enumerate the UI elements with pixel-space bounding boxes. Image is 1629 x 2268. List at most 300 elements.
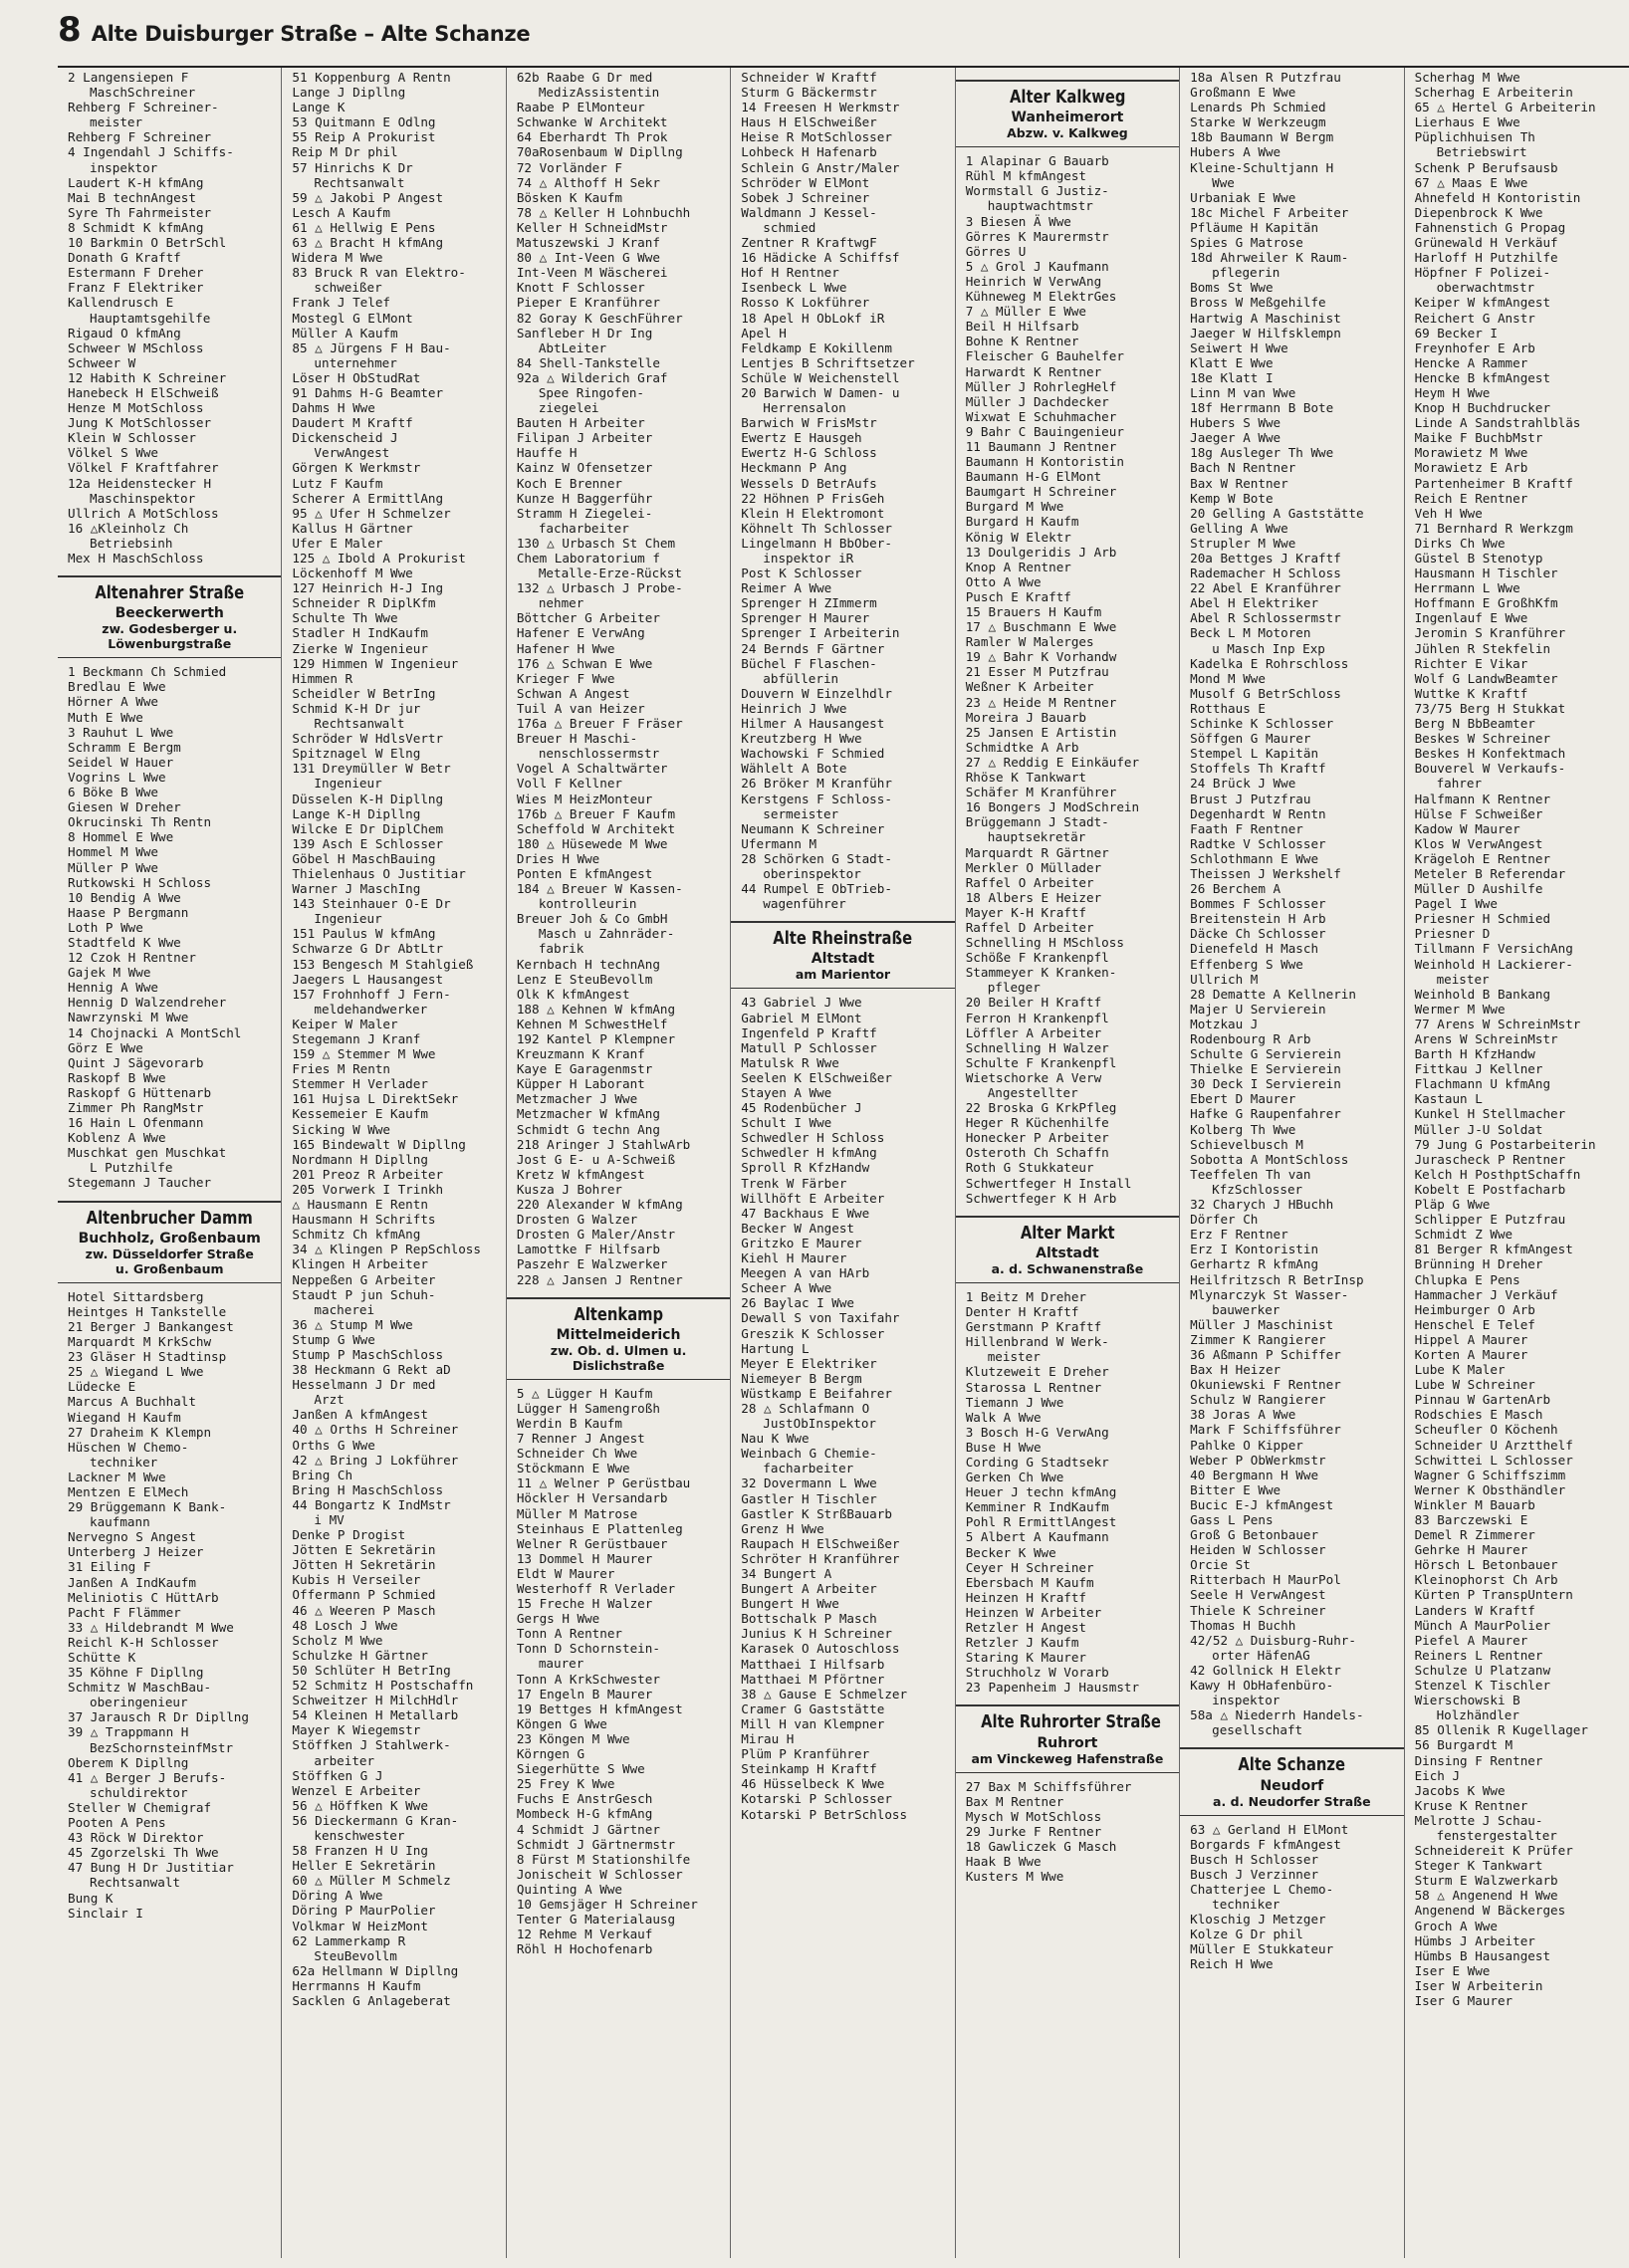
resident-entry: Reich E Rentner [1414,490,1528,506]
entry-continuation: schmied [763,219,816,235]
resident-entry: 24 Bernds F Gärtner [741,640,885,656]
entry-continuation: bauwerker [1212,1301,1280,1317]
resident-entry: Kreutzberg H Wwe [741,731,862,747]
resident-entry: Scherhag M Wwe [1414,70,1520,85]
resident-entry: 20a Bettges J Kraftf [1190,551,1341,566]
resident-entry: Moreira J Bauarb [965,709,1087,725]
resident-entry: 48 Losch J Wwe [292,1617,398,1633]
resident-entry: Reiners L Rentner [1414,1647,1543,1663]
street-name: Alter Kalkweg [1009,87,1126,108]
resident-entry: Püplichhuisen Th [1414,129,1535,145]
resident-entry: Mombeck H-G kfmAng [516,1806,653,1822]
resident-entry: Matulsk R Wwe [741,1054,839,1070]
resident-entry: Bungert H Wwe [741,1596,839,1612]
resident-entry: Stegemann J Taucher [68,1175,212,1191]
resident-entry: Rehberg F Schreiner [68,129,212,145]
resident-entry: Metzmacher J Wwe [516,1091,638,1107]
resident-entry: Bredlau E Wwe [68,679,166,695]
resident-entry: 44 Bongartz K IndMstr [292,1496,451,1512]
resident-entry: Daudert M Kraftf [292,415,413,431]
resident-entry: Kürten P TranspUntern [1414,1587,1573,1603]
resident-entry: 16 Hädicke A Schiffsf [741,250,900,266]
resident-entry: Stayen A Wwe [741,1085,832,1100]
resident-entry: Bauten H Arbeiter [516,415,645,431]
resident-entry: 27 Bax M Schiffsführer [965,1778,1132,1794]
resident-entry: Burgard M Wwe [965,499,1064,515]
resident-entry: Erz F Rentner [1190,1227,1288,1243]
resident-entry: 52 Schmitz H Postschaffn [292,1678,474,1694]
resident-entry: Abel R Schlossermstr [1190,610,1341,626]
resident-entry: Hörsch L Betonbauer [1414,1557,1558,1573]
resident-entry: Lierhaus E Wwe [1414,114,1520,130]
resident-entry: Müller J Maschinist [1190,1316,1334,1332]
entry-continuation: u Masch Inp Exp [1212,640,1325,656]
resident-entry: 67 △ Maas E Wwe [1414,174,1528,190]
resident-entry: Zimmer Ph RangMstr [68,1100,204,1115]
resident-entry: Zierke W Ingenieur [292,640,428,656]
resident-entry: 192 Kantel P Klempner [516,1031,676,1046]
resident-entry: Pacht F Flämmer [68,1604,181,1620]
resident-entry: Loth P Wwe [68,919,143,935]
resident-entry: Ebert D Maurer [1190,1091,1296,1107]
resident-entry: Schulte G Servierein [1190,1046,1341,1062]
resident-entry: 10 Barkmin O BetrSchl [68,235,227,251]
resident-entry: 14 Chojnacki A MontSchl [68,1024,242,1040]
resident-entry: 26 Baylac I Wwe [741,1295,855,1311]
resident-entry: Bax H Heizer [1190,1362,1281,1378]
resident-entry: 12 Habith K Schreiner [68,369,227,385]
resident-entry: Stammeyer K Kranken- [965,965,1117,981]
directory-column-3 [507,68,731,2258]
resident-entry: Berg N BbBeamter [1414,716,1535,732]
resident-entry: Stöckmann E Wwe [516,1461,630,1476]
resident-entry: Kadelka E Rohrschloss [1190,655,1349,671]
resident-entry: Dörfer Ch [1190,1212,1259,1228]
resident-entry: Ewertz H-G Schloss [741,445,877,461]
resident-entry: Löser H ObStudRat [292,369,421,385]
resident-entry: Mostegl G ElMont [292,310,413,326]
resident-entry: 34 △ Klingen P RepSchloss [292,1242,481,1257]
resident-entry: Wenzel E Arbeiter [292,1782,421,1798]
resident-entry: Haak B Wwe [965,1854,1042,1870]
resident-entry: Tenter G Materialausg [516,1912,676,1928]
resident-entry: Henze M MotSchloss [68,400,204,416]
resident-entry: 157 Frohnhoff J Fern- [292,986,451,1002]
resident-entry: Sprenger H Maurer [741,610,870,626]
resident-entry: 184 △ Breuer W Kassen- [516,881,683,897]
resident-entry: 218 Aringer J StahlwArb [516,1136,691,1152]
resident-entry: Faath F Rentner [1190,820,1303,836]
resident-entry: Völkel F Kraftfahrer [68,460,219,476]
resident-entry: Meyer E Elektriker [741,1355,877,1371]
resident-entry: Kusza J Bohrer [516,1181,622,1197]
resident-entry: 12 Rehme M Verkauf [516,1927,653,1942]
resident-entry: 95 △ Ufer H Schmelzer [292,505,451,521]
resident-entry: 18b Baumann W Bergm [1190,129,1334,145]
resident-entry: Muschkat gen Muschkat [68,1145,227,1161]
resident-entry: Feldkamp E Kokillenm [741,340,892,355]
resident-entry: Heimburger O Arb [1414,1301,1535,1317]
resident-entry: 83 Bruck R van Elektro- [292,265,466,281]
resident-entry: Estermann F Dreher [68,265,204,281]
resident-entry: Schneider R DiplKfm [292,595,436,611]
resident-entry: Wolf G LandwBeamter [1414,670,1558,686]
resident-entry: Sicking W Wwe [292,1121,390,1137]
resident-entry: Stegemann J Kranf [292,1031,421,1046]
resident-entry: Jaegers L Hausangest [292,971,444,987]
resident-entry: Gelling A Wwe [1190,520,1288,536]
resident-entry: Kobelt E Postfacharb [1414,1181,1566,1197]
resident-entry: Harloff H Putzhilfe [1414,250,1558,266]
resident-entry: Ingenfeld P Kraftf [741,1024,877,1040]
resident-entry: Retzler H Angest [965,1620,1087,1635]
resident-entry: Krägeloh E Rentner [1414,850,1551,866]
resident-entry: Schwanke W Architekt [516,114,668,130]
resident-entry: Piefel A Maurer [1414,1632,1528,1648]
resident-entry: Rühl M kfmAngest [965,168,1087,184]
resident-entry: 51 Koppenburg A Rentn [292,70,451,85]
resident-entry: Winkler M Bauarb [1414,1496,1535,1512]
resident-entry: Nau K Wwe [741,1431,810,1447]
resident-entry: Chem Laboratorium f [516,551,660,566]
resident-entry: Schulzke H Gärtner [292,1647,428,1663]
resident-entry: Keiper W Maler [292,1016,398,1031]
resident-entry: Olk K kfmAngest [516,986,630,1002]
resident-entry: 84 Shell-Tankstelle [516,354,660,370]
street-location-note: a. d. Neudorfer Straße [1213,1793,1371,1809]
resident-entry: Gastler K StrßBauarb [741,1505,892,1521]
resident-entry: Hanebeck H ElSchweiß [68,384,219,400]
resident-entry: 54 Kleinen H Metallarb [292,1707,459,1723]
resident-entry: Hafener H Wwe [516,640,615,656]
resident-entry: Klos W VerwAngest [1414,835,1543,851]
entry-continuation: Spee Ringofen- [538,384,644,400]
resident-entry: Eldt W Maurer [516,1565,615,1581]
resident-entry: Dewall S von Taxifahr [741,1310,900,1326]
resident-entry: Franz F Elektriker [68,280,204,296]
street-heading [507,1297,730,1380]
resident-entry: Schöße F Krankenpfl [965,950,1109,966]
entry-continuation: AbtLeiter [538,340,607,355]
resident-entry: Sinclair I [68,1905,143,1921]
resident-entry: Schwedler H kfmAng [741,1145,877,1161]
resident-entry: Seiwert H Wwe [1190,340,1288,355]
street-name: Alter Markt [1020,1222,1115,1244]
resident-entry: Göbel H MaschBauing [292,850,436,866]
resident-entry: Oberem K Dipllng [68,1754,189,1770]
resident-entry: Linde A Sandstrahlbläs [1414,415,1581,431]
resident-entry: Pooten A Pens [68,1815,166,1831]
resident-entry: Hartung L [741,1340,810,1356]
resident-entry: 29 Brüggemann K Bank- [68,1499,227,1515]
resident-entry: Lutz F Kaufm [292,475,383,491]
resident-entry: 53 Quitmann E Odlng [292,114,436,130]
resident-entry: 180 △ Hüsewede M Wwe [516,835,668,851]
resident-entry: Küpper H Laborant [516,1076,645,1092]
resident-entry: Wies M HeizMonteur [516,791,653,806]
resident-entry: 58 △ Angenend H Wwe [1414,1888,1558,1904]
resident-entry: Giesen W Dreher [68,799,181,815]
resident-entry: Kreuzmann K Kranf [516,1046,645,1062]
resident-entry: 23 Papenheim J Hausmstr [965,1680,1140,1696]
resident-entry: Orths G Wwe [292,1437,375,1453]
street-name: Altenahrer Straße [95,582,245,604]
resident-entry: 1 Alapinar G Bauarb [965,153,1109,169]
resident-entry: 5 △ Lügger H Kaufm [516,1385,653,1401]
resident-entry: Schulte Th Wwe [292,610,398,626]
entry-continuation: unternehmer [314,354,397,370]
resident-entry: Bouverel W Verkaufs- [1414,761,1566,777]
resident-entry: Großmann E Wwe [1190,85,1296,101]
street-location-note: am Vinckeweg Hafenstraße [971,1750,1164,1766]
entry-continuation: Betriebswirt [1436,144,1527,160]
resident-entry: Tuil A van Heizer [516,700,645,716]
resident-entry: Karasek O Autoschloss [741,1641,900,1657]
resident-entry: 25 △ Wiegand L Wwe [68,1364,204,1380]
resident-entry: Ufer E Maler [292,535,383,551]
resident-entry: Stöffken G J [292,1767,383,1783]
resident-entry: Klutzeweit E Dreher [965,1364,1109,1380]
resident-entry: Iser G Maurer [1414,1993,1513,2008]
resident-entry: Werner K Obsthändler [1414,1481,1566,1497]
resident-entry: Korten A Maurer [1414,1346,1528,1362]
resident-entry: Kallus H Gärtner [292,520,413,536]
entry-continuation: oberwachtmstr [1436,280,1535,296]
resident-entry: Unterberg J Heizer [68,1544,204,1560]
resident-entry: Staring K Maurer [965,1650,1087,1666]
resident-entry: Apel H [741,325,787,340]
street-location-note: Löwenburgstraße [108,636,232,652]
resident-entry: Bucic E-J kfmAngest [1190,1496,1334,1512]
resident-entry: Strupler M Wwe [1190,535,1296,551]
resident-entry: Schüle W Weichenstell [741,369,900,385]
resident-entry: 28 Schörken G Stadt- [741,850,892,866]
resident-entry: Neppeßen G Arbeiter [292,1271,436,1287]
resident-entry: Spies G Matrose [1190,235,1303,251]
resident-entry: Jaeger W Hilfsklempn [1190,325,1341,340]
resident-entry: Lenards Ph Schmied [1190,100,1326,115]
resident-entry: Nervegno S Angest [68,1529,196,1545]
resident-entry: 176 △ Schwan E Wwe [516,655,653,671]
resident-entry: Schramm E Bergm [68,739,181,755]
resident-entry: Hafke G Raupenfahrer [1190,1106,1341,1122]
resident-entry: Heilfritzsch R BetrInsp [1190,1271,1364,1287]
street-name: Alte Schanze [1238,1754,1346,1776]
resident-entry: Werdin B Kaufm [516,1415,622,1431]
resident-entry: Boms St Wwe [1190,280,1274,296]
resident-entry: Douvern W Einzelhdlr [741,685,892,701]
entry-continuation: kenschwester [314,1827,405,1843]
resident-entry: Lube W Schreiner [1414,1377,1535,1393]
resident-entry: Junius K H Schreiner [741,1626,892,1642]
page-number: 8 [58,10,82,50]
resident-entry: 73/75 Berg H Stukkat [1414,700,1566,716]
resident-entry: Jötten H Sekretärin [292,1557,436,1573]
resident-entry: Schwittei L Schlosser [1414,1452,1573,1468]
street-location-note: Dislichstraße [572,1357,665,1373]
resident-entry: Görz E Wwe [68,1039,143,1055]
resident-entry: 10 Bendig A Wwe [68,889,181,905]
resident-entry: Koch E Brenner [516,475,622,491]
resident-entry: Scheffold W Architekt [516,820,676,836]
resident-entry: 2 Langensiepen F [68,70,189,85]
resident-entry: Kainz W Ofensetzer [516,460,653,476]
resident-entry: Denke P Drogist [292,1527,406,1543]
resident-entry: 57 Hinrichs K Dr [292,159,413,175]
resident-entry: 20 Gelling A Gaststätte [1190,505,1364,521]
resident-entry: 34 Bungert A [741,1566,832,1581]
resident-entry: Schmitz Ch kfmAng [292,1227,421,1243]
entry-continuation: ziegelei [538,400,599,416]
resident-entry: 18 Gawliczek G Masch [965,1839,1117,1855]
resident-entry: Rademacher H Schloss [1190,566,1341,581]
resident-entry: Henschel E Telef [1414,1316,1535,1332]
resident-entry: Ewertz E Hausgeh [741,430,862,446]
resident-entry: Bring Ch [292,1467,353,1482]
resident-entry: 129 Himmen W Ingenieur [292,655,459,671]
resident-entry: Beskes H Konfektmach [1414,746,1566,762]
entry-continuation: Rechtsanwalt [314,174,405,190]
resident-entry: Schwertfeger K H Arb [965,1190,1117,1206]
resident-entry: Schlipper E Putzfrau [1414,1212,1566,1228]
resident-entry: Döring P MaurPolier [292,1903,436,1919]
resident-entry: Muth E Wwe [68,709,143,725]
resident-entry: Heuer J techn kfmAng [965,1484,1117,1500]
resident-entry: Wagner G Schiffszimm [1414,1467,1566,1482]
resident-entry: 16 Bongers J ModSchrein [965,799,1140,815]
resident-entry: 40 △ Orths H Schreiner [292,1422,459,1438]
entry-continuation: abfüllerin [763,670,839,686]
resident-entry: Schievelbusch M [1190,1136,1303,1152]
resident-entry: Thomas H Buchh [1190,1617,1296,1633]
resident-entry: Haase P Bergmann [68,904,189,920]
resident-entry: Hubers S Wwe [1190,415,1281,431]
resident-entry: Starossa L Rentner [965,1379,1102,1395]
resident-entry: Wuttke K Kraftf [1414,685,1528,701]
resident-entry: Rhöse K Tankwart [965,770,1087,786]
resident-entry: 61 △ Hellwig E Pens [292,219,436,235]
entry-continuation: facharbeiter [538,520,629,536]
street-heading [58,575,281,658]
resident-entry: Däcke Ch Schlosser [1190,926,1326,942]
street-name: Altenkamp [574,1303,663,1325]
resident-entry: Köhnelt Th Schlosser [741,520,892,536]
resident-entry: 29 Jurke F Rentner [965,1823,1102,1839]
resident-entry: 38 Heckmann G Rekt aD [292,1362,451,1378]
resident-entry: Sprenger I Arbeiterin [741,625,900,641]
resident-entry: Hümbs J Arbeiter [1414,1932,1535,1948]
resident-entry: Müller M Matrose [516,1505,638,1521]
resident-entry: 42/52 △ Duisburg-Ruhr- [1190,1632,1356,1648]
resident-entry: Borgards F kfmAngest [1190,1836,1341,1852]
resident-entry: Kadow W Maurer [1414,820,1520,836]
resident-entry: 43 Röck W Direktor [68,1830,204,1846]
resident-entry: Voll F Kellner [516,776,622,792]
resident-entry: Schnelling H Walzer [965,1039,1109,1055]
resident-entry: Jaeger A Wwe [1190,430,1281,446]
resident-entry: Heintges H Tankstelle [68,1303,227,1319]
entry-continuation: maurer [538,1656,584,1672]
resident-entry: Schmidtke A Arb [965,739,1079,755]
resident-entry: Teeffelen Th van [1190,1166,1311,1182]
resident-entry: Kusters M Wwe [965,1869,1064,1885]
resident-entry: Mlynarczyk St Wasser- [1190,1286,1349,1302]
resident-entry: Tillmann F VersichAng [1414,941,1573,957]
resident-entry: Müller J RohrlegHelf [965,378,1117,394]
resident-entry: 10 Gemsjäger H Schreiner [516,1896,698,1912]
resident-entry: 5 Albert A Kaufmann [965,1529,1109,1545]
resident-entry: 24 Brück J Wwe [1190,776,1296,792]
resident-entry: Kelch H PosthptSchaffn [1414,1166,1581,1182]
resident-entry: 220 Alexander W kfmAng [516,1197,683,1213]
entry-continuation: Maschinspektor [90,490,196,506]
resident-entry: Heise R MotSchlosser [741,129,892,145]
resident-entry: Diepenbrock K Wwe [1414,204,1543,220]
resident-entry: Ullrich M [1190,971,1259,987]
entry-continuation: meister [1436,971,1490,987]
resident-entry: 22 Abel E Kranführer [1190,580,1341,596]
resident-entry: Tiemann J Wwe [965,1394,1064,1410]
resident-entry: Sobotta A MontSchloss [1190,1151,1349,1167]
resident-entry: Becker K Wwe [965,1544,1056,1560]
resident-entry: Lügger H Samengroßh [516,1400,660,1416]
resident-entry: Baumann H Kontoristin [965,454,1124,470]
resident-entry: Burgard H Kaufm [965,514,1079,530]
resident-entry: Hörner A Wwe [68,694,158,710]
resident-entry: Lentjes B Schriftsetzer [741,354,915,370]
resident-entry: 45 Rodenbücher J [741,1100,862,1116]
entry-continuation: Metalle-Erze-Rückst [538,566,682,581]
entry-continuation: MedizAssistentin [538,85,660,101]
resident-entry: Welner R Gerüstbauer [516,1535,668,1551]
resident-entry: Bung K [68,1890,114,1906]
resident-entry: Gehrke H Maurer [1414,1542,1528,1558]
resident-entry: Stempel L Kapitän [1190,746,1319,762]
resident-entry: 25 Frey K Wwe [516,1776,615,1792]
resident-entry: Seidel W Hauer [68,754,174,770]
resident-entry: 23 Köngen M Wwe [516,1730,630,1746]
resident-entry: Ramler W Malerges [965,634,1094,650]
resident-entry: Koblenz A Wwe [68,1130,166,1146]
resident-entry: Radtke V Schlosser [1190,835,1326,851]
resident-entry: Hencke B kfmAngest [1414,369,1551,385]
resident-entry: Schweitzer H MilchHdlr [292,1693,459,1708]
page-header [58,10,530,56]
resident-entry: 74 △ Althoff H Sekr [516,174,660,190]
resident-entry: Bommes F Schlosser [1190,896,1326,912]
entry-continuation: Ingenieur [314,911,382,927]
entry-continuation: arbeiter [314,1752,375,1768]
entry-continuation: schuldirektor [90,1784,188,1800]
resident-entry: Morawietz E Arb [1414,460,1528,476]
resident-entry: Schmidt J Gärtnermstr [516,1836,676,1852]
resident-entry: 23 △ Heide M Rentner [965,694,1117,710]
resident-entry: Busch H Schlosser [1190,1851,1319,1867]
resident-entry: 9 Bahr C Bauingenieur [965,423,1124,439]
resident-entry: Kunze H Baggerführ [516,490,653,506]
resident-entry: Sturm G Bäckermstr [741,85,877,101]
resident-entry: Richter E Vikar [1414,655,1528,671]
entry-continuation: macherei [314,1301,375,1317]
resident-entry: Rehberg F Schreiner- [68,100,219,115]
resident-entry: Knop A Rentner [965,559,1071,574]
resident-entry: Kemminer R IndKaufm [965,1499,1109,1515]
resident-entry: Kawy H ObHafenbüro- [1190,1678,1334,1694]
resident-entry: Kaye E Garagenmstr [516,1061,653,1077]
resident-entry: Mond M Wwe [1190,670,1266,686]
resident-entry: Hammacher J Verkäuf [1414,1286,1558,1302]
resident-entry: Sprenger H ZImmerm [741,595,877,611]
